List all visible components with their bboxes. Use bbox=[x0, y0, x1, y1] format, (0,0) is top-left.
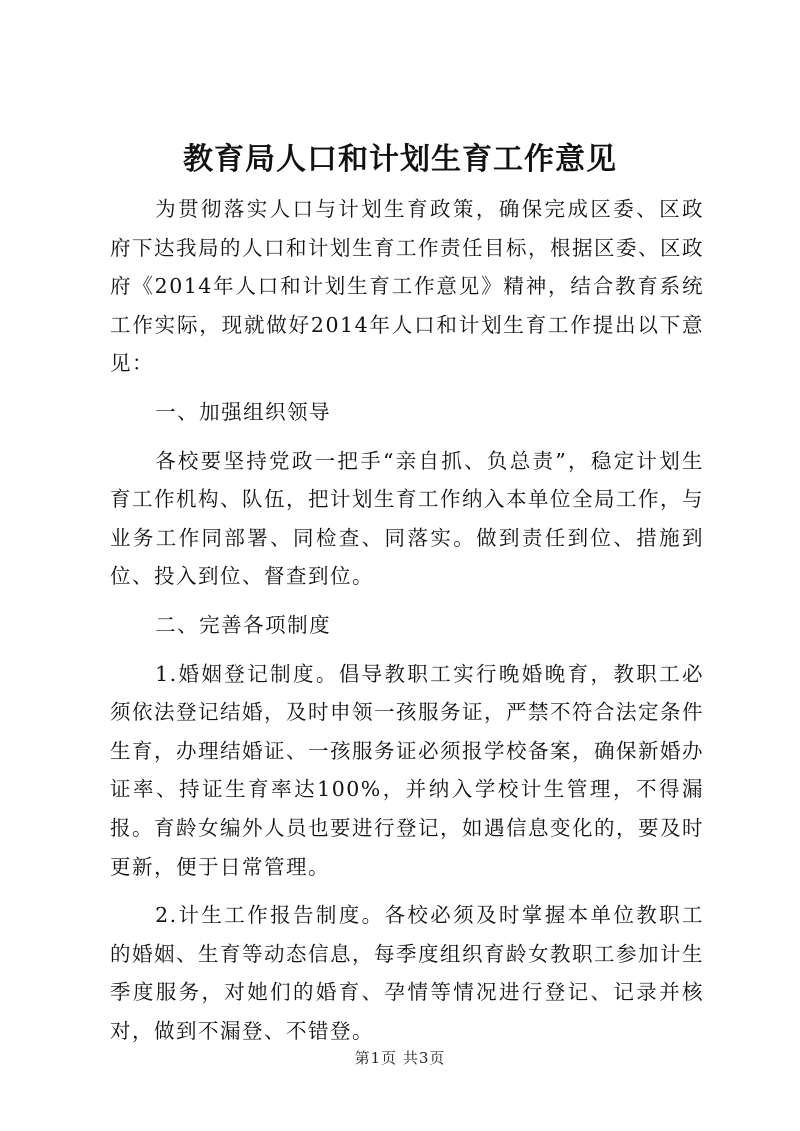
document-title: 教育局人口和计划生育工作意见 bbox=[183, 142, 617, 177]
document-body bbox=[110, 190, 704, 1050]
section-heading-systems: 二、完善各项制度 bbox=[155, 612, 332, 637]
page-number-footer: 第1页 共3页 bbox=[354, 1049, 446, 1067]
paragraph-organization: 各校要坚持党政一把手“亲自抓、负总责”，稳定计划生育工作机构、队伍，把计划生育工作纳入本单位全局工作，与业务工作同部署、同检查、同落实。做到责任到位、措施到位、投入到位、督查到位。 bbox=[110, 448, 704, 589]
paragraph-marriage-registration: 1.婚姻登记制度。倡导教职工实行晚婚晚育，教职工必须依法登记结婚，及时申领一孩服务证，严禁不符合法定条件生育，办理结婚证、一孩服务证必须报学校备案，确保新婚办证率、持证生育率达100%，并纳入学校计生管理，不得漏报。育龄女编外人员也要进行登记，如遇信息变化的，要及时更新，便于日常管理。 bbox=[110, 661, 704, 879]
paragraph-intro: 为贯彻落实人口与计划生育政策，确保完成区委、区政府下达我局的人口和计划生育工作责任目标，根据区委、区政府《2014年人口和计划生育工作意见》精神，结合教育系统工作实际，现就做好2014年人口和计划生育工作提出以下意见： bbox=[110, 197, 704, 376]
paragraph-reporting-system: 2.计生工作报告制度。各校必须及时掌握本单位教职工的婚姻、生育等动态信息，每季度组织育龄女教职工参加计生季度服务，对她们的婚育、孕情等情况进行登记、记录并核对，做到不漏登、不错登。 bbox=[110, 903, 704, 1043]
section-heading-organization: 一、加强组织领导 bbox=[155, 399, 332, 424]
